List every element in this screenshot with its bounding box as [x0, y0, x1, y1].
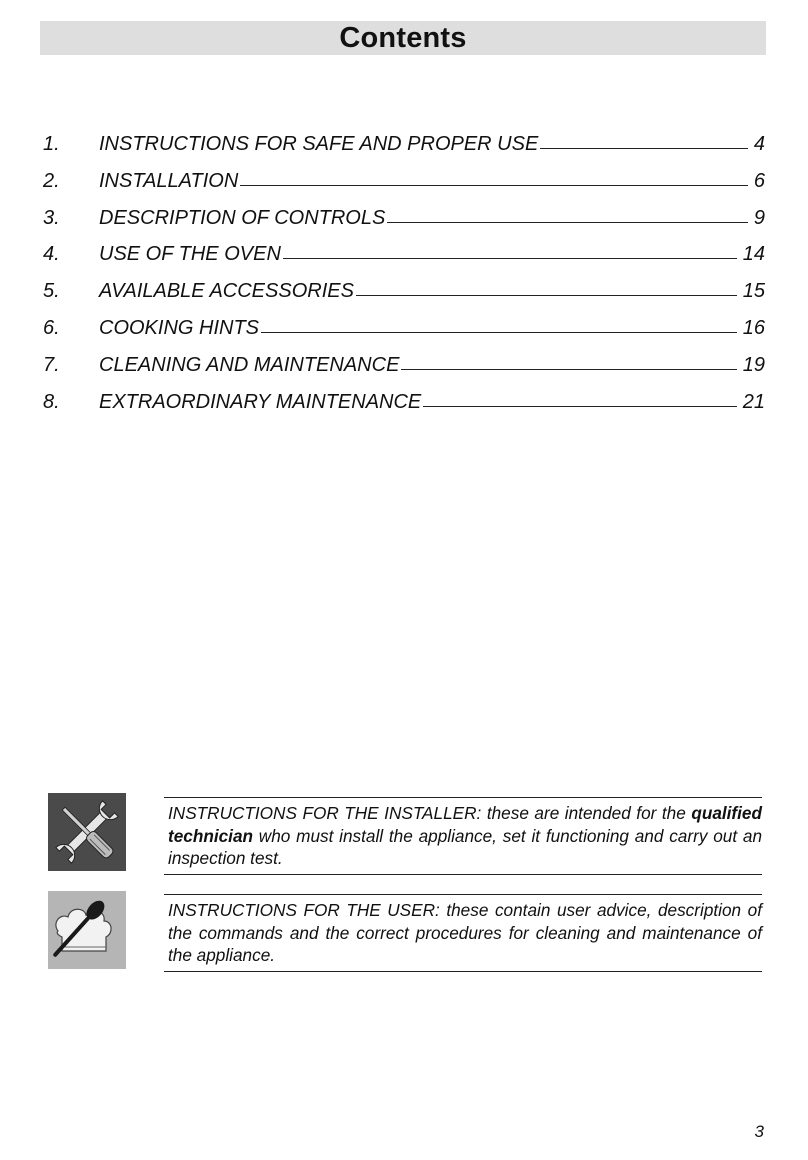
- toc-entry-page: 19: [742, 353, 765, 376]
- installer-note-text-start: INSTRUCTIONS FOR THE INSTALLER: these are intended for the: [168, 803, 692, 823]
- toc-entry-page: 21: [742, 390, 765, 413]
- toc-entry-title: DESCRIPTION OF CONTROLS: [99, 206, 386, 229]
- toc-entry-number: 1.: [43, 133, 60, 155]
- toc-entry-number: 6.: [43, 316, 60, 339]
- toc-entry-page: 9: [753, 206, 765, 229]
- wrench-screwdriver-icon: [48, 793, 126, 871]
- page-number: 3: [754, 1122, 764, 1141]
- toc-entry[interactable]: [43, 280, 765, 317]
- toc-leader-line: [356, 295, 737, 296]
- toc-leader-line: [261, 332, 737, 333]
- toc-leader-line: [423, 406, 736, 407]
- installer-instructions-note: [48, 793, 764, 873]
- toc-entry-number: 3.: [43, 206, 60, 229]
- toc-leader-line: [240, 185, 748, 186]
- toc-entry[interactable]: [43, 391, 765, 428]
- toc-entry-title: CLEANING AND MAINTENANCE: [99, 353, 400, 376]
- toc-entry-title: INSTRUCTIONS FOR SAFE AND PROPER USE: [99, 133, 539, 155]
- installer-note-text: [164, 797, 762, 875]
- toc-entry[interactable]: [43, 354, 765, 391]
- toc-entry-page: 4: [753, 133, 765, 155]
- installer-note-text-end: who must install the appliance, set it functioning and carry out an inspection test.: [168, 825, 762, 868]
- toc-entry-page: 15: [742, 280, 765, 303]
- user-instructions-note: [48, 891, 764, 971]
- toc-entry[interactable]: [43, 243, 765, 280]
- spoon-chef-hat-icon: [48, 891, 126, 969]
- qualified-technician-emphasis: qualified technician: [168, 803, 762, 846]
- toc-entry[interactable]: [43, 207, 765, 244]
- toc-entry[interactable]: [43, 317, 765, 354]
- toc-entry[interactable]: [43, 133, 765, 170]
- toc-entry[interactable]: [43, 170, 765, 207]
- toc-entry-number: 4.: [43, 243, 60, 266]
- toc-entry-number: 2.: [43, 169, 60, 192]
- toc-leader-line: [401, 369, 736, 370]
- toc-entry-page: 6: [753, 169, 765, 192]
- toc-leader-line: [540, 148, 748, 149]
- table-of-contents: [43, 133, 765, 427]
- toc-entry-number: 8.: [43, 390, 60, 413]
- toc-entry-title: COOKING HINTS: [99, 316, 260, 339]
- page-title: Contents: [339, 21, 467, 54]
- toc-leader-line: [283, 258, 737, 259]
- toc-entry-title: INSTALLATION: [99, 169, 239, 192]
- title-bar: [40, 21, 766, 55]
- toc-leader-line: [387, 222, 748, 223]
- user-note-text: INSTRUCTIONS FOR THE USER: these contain user advice, description of the commands and the correct procedures for cleaning and maintenance of the appliance.: [164, 894, 762, 972]
- toc-entry-page: 16: [742, 316, 765, 339]
- toc-entry-number: 7.: [43, 353, 60, 376]
- toc-entry-page: 14: [742, 243, 765, 266]
- toc-entry-title: USE OF THE OVEN: [99, 243, 281, 266]
- toc-entry-number: 5.: [43, 280, 60, 303]
- toc-entry-title: AVAILABLE ACCESSORIES: [99, 280, 354, 303]
- toc-entry-title: EXTRAORDINARY MAINTENANCE: [99, 390, 422, 413]
